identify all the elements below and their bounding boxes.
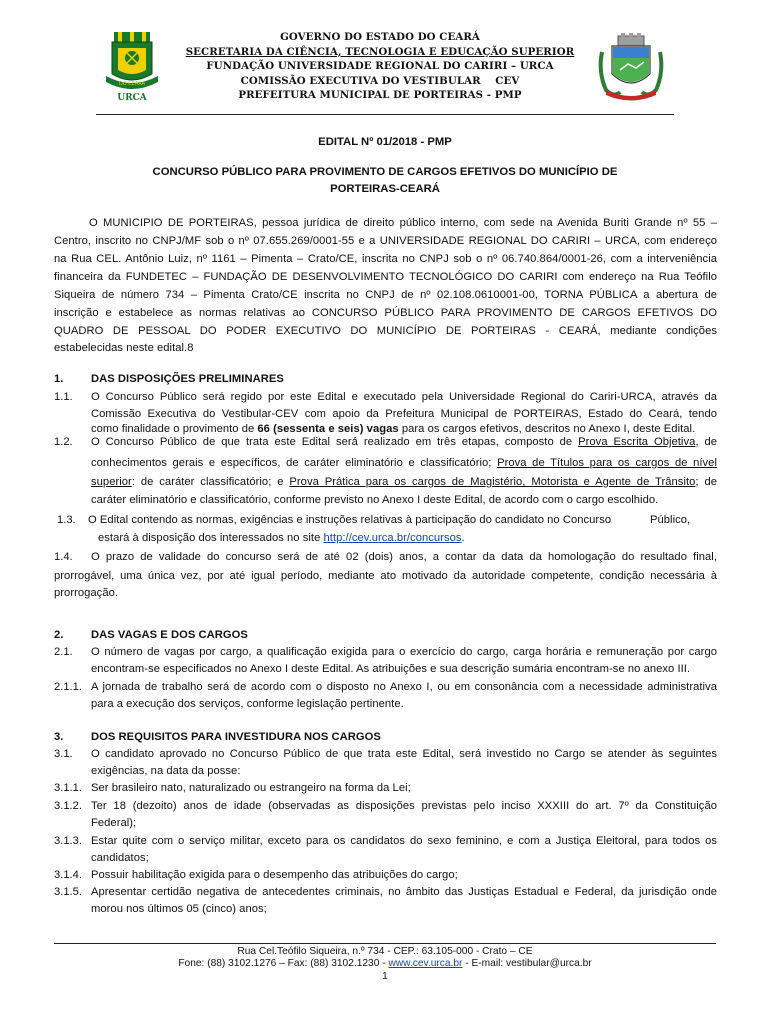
item-3-1-3-line-2: candidatos;: [91, 852, 149, 864]
item-3-1-4-number: 3.1.4.: [54, 869, 82, 881]
header-lines: [170, 30, 590, 103]
urca-seal-icon: [104, 30, 160, 102]
intro-line-1: O MUNICIPIO DE PORTEIRAS, pessoa jurídica de direito público interno, com sede na Avenida Buriti Grande nº 55 –: [89, 217, 717, 229]
item-3-1-number: 3.1.: [54, 748, 73, 760]
prova-pratica: Prova Prática para os cargos de Magistério, Motorista e Agente de Trânsito: [289, 476, 696, 488]
item-1-4-line-1: O prazo de validade do concurso será de até 02 (dois) anos, a contar da data da homologação do resultado final,: [91, 551, 717, 563]
item-1-1-number: 1.1.: [54, 391, 73, 403]
item-1-2-line-3b: : de caráter classificatório; e: [131, 476, 290, 488]
superior-word: superior: [91, 476, 132, 488]
footer-rule: [54, 943, 716, 944]
item-3-1-2-number: 3.1.2.: [54, 800, 82, 812]
item-3-1-2-line-1: Ter 18 (dezoito) anos de idade (observadas as disposições previstas pelo inciso XXXIII do art. 7º da Constituição: [91, 800, 717, 812]
section-2-number: 2.: [54, 629, 64, 641]
prova-titulos: Prova de Títulos para os cargos de nível: [497, 457, 717, 469]
footer-phone: Fone: (88) 3102.1276 – Fax: (88) 3102.1230 -: [178, 958, 389, 969]
item-1-2-line-2: [91, 455, 717, 472]
item-1-3-number: 1.3.: [57, 514, 76, 526]
item-3-1-5-line-1: Apresentar certidão negativa de antecedentes criminais, no âmbito das Justiças Estadual e Federal, da jurisdição onde: [91, 886, 717, 898]
header-rule: [96, 114, 674, 115]
item-3-1-5-line-2: morou nos últimos 05 (cinco) anos;: [91, 903, 267, 915]
item-1-3-line-2: [98, 530, 718, 547]
item-1-4-number: 1.4.: [54, 551, 73, 563]
page-number: 1: [382, 971, 388, 982]
header-line-3: FUNDAÇÃO UNIVERSIDADE REGIONAL DO CARIRI – URCA: [206, 60, 554, 73]
intro-line-4: financeira da FUNDETEC – FUNDAÇÃO DE DESENVOLVIMENTO TECNOLÓGICO DO CARIRI com endereço na Rua Teófilo: [54, 271, 717, 283]
item-1-2-line-1: [91, 434, 717, 451]
item-1-4-line-3: prorrogação.: [54, 587, 119, 599]
footer-address: Rua Cel.Teófilo Siqueira, n.º 734 - CEP.: 63.105-000 - Crato – CE: [237, 946, 533, 957]
item-1-4-line-2: prorrogável, uma única vez, por até igual período, mediante ato motivado da autoridade competente, condição necessária à: [54, 570, 717, 582]
svg-text:URCA: URCA: [117, 93, 147, 102]
item-3-1-line-2: exigências, na data da posse:: [91, 765, 241, 777]
section-2-title: DAS VAGAS E DOS CARGOS: [91, 629, 248, 641]
header-line-1: GOVERNO DO ESTADO DO CEARÁ: [280, 31, 480, 43]
header-line-4: COMISSÃO EXECUTIVA DO VESTIBULAR CEV: [240, 74, 520, 87]
section-1-title: DAS DISPOSIÇÕES PRELIMINARES: [91, 373, 284, 385]
item-3-1-1-line-1: Ser brasileiro nato, naturalizado ou estrangeiro na forma da Lei;: [91, 782, 411, 794]
item-1-2-number: 1.2.: [54, 436, 73, 448]
item-2-1-line-2: encontram-se especificados no Anexo I deste Edital. As atribuições e sua descrição sumária encontram-se no anexo III.: [91, 663, 691, 675]
header-line-2: SECRETARIA DA CIÊNCIA, TECNOLOGIA E EDUCAÇÃO SUPERIOR: [185, 45, 575, 58]
title-line-2: PORTEIRAS-CEARÁ: [330, 183, 440, 195]
item-3-1-line-1: O candidato aprovado no Concurso Público de que trata este Edital, será investido no Cargo se atender às seguintes: [91, 748, 717, 760]
intro-line-3: na Rua CEL. Antônio Luiz, nº 1161 – Pimenta – Crato/CE, inscrita no CNPJ sob o nº 06.740.864/0001-26, com a interveniência: [54, 253, 717, 265]
item-1-2-line-3: [91, 474, 717, 491]
item-3-1-3-number: 3.1.3.: [54, 835, 82, 847]
item-2-1-line-1: O número de vagas por cargo, a qualificação exigida para o exercício do cargo, carga horária e remuneração por cargo: [91, 646, 717, 658]
item-1-2-line-1a: O Concurso Público de que trata este Edital será realizado em três etapas, composto de: [91, 436, 579, 448]
intro-line-5: Siqueira de número 734 – Pimenta Crato/CE inscrita no CNPJ de nº 02.108.0610001-00, TORNA PÚBLICA a abertura de: [54, 289, 717, 301]
section-1-number: 1.: [54, 373, 64, 385]
item-3-1-5-number: 3.1.5.: [54, 886, 82, 898]
item-2-1-1-line-1: A jornada de trabalho será de acordo com o disposto no Anexo I, ou em consonância com a necessidade administrativa: [91, 681, 717, 693]
intro-line-6: inscrição e estabelece as normas relativas ao CONCURSO PÚBLICO PARA PROVIMENTO DE CARGOS EFETIVOS DO: [54, 307, 717, 319]
item-1-2-line-1c: , de: [695, 436, 717, 448]
header-line-5: PREFEITURA MUNICIPAL DE PORTEIRAS - PMP: [238, 89, 522, 102]
item-1-3-line-2a: estará à disposição dos interessados no site: [98, 532, 324, 544]
item-3-1-4-line-1: Possuir habilitação exigida para o desempenho das atribuições do cargo;: [91, 869, 458, 881]
item-1-1-line-2: Comissão Executiva do Vestibular-CEV com apoio da Prefeitura Municipal de PORTEIRAS, Estado do Ceará, tendo: [91, 408, 717, 420]
intro-line-8: estabelecidas neste edital.8: [54, 342, 194, 354]
svg-text:DO CEARÁ: DO CEARÁ: [118, 81, 146, 87]
footer-email: - E-mail: vestibular@urca.br: [462, 958, 592, 969]
vacancies-count: 66 (sessenta e seis) vagas: [257, 423, 399, 435]
item-1-2-line-4: caráter eliminatório e classificatório, conforme previsto no Anexo I deste Edital, de acordo com o cargo escolhido.: [91, 494, 659, 506]
prova-objetiva: Prova Escrita Objetiva: [578, 436, 696, 448]
section-3-number: 3.: [54, 731, 64, 743]
item-3-1-2-line-2: Federal);: [91, 817, 137, 829]
section-3-title: DOS REQUISITOS PARA INVESTIDURA NOS CARGOS: [91, 731, 381, 743]
item-3-1-1-number: 3.1.1.: [54, 782, 82, 794]
item-1-1-line-1: O Concurso Público será regido por este Edital e executado pela Universidade Regional do Cariri-URCA, através da: [91, 391, 717, 403]
item-2-1-number: 2.1.: [54, 646, 73, 658]
concursos-link[interactable]: http://cev.urca.br/concursos: [323, 532, 462, 544]
item-1-3-line-1a: O Edital contendo as normas, exigências e instruções relativas à participação do candidato no Concurso: [88, 514, 612, 526]
intro-line-2: Centro, inscrito no CNPJ/MF sob o nº 07.655.269/0001-55 e a UNIVERSIDADE REGIONAL DO CARIRI – URCA, com endereço: [54, 235, 717, 247]
item-1-2-line-3d: ; de: [695, 476, 717, 488]
item-1-1-line-3c: para os cargos efetivos, descritos no Anexo I, deste Edital.: [398, 423, 696, 435]
item-2-1-1-line-2: para a execução dos serviços, conforme legislação pertinente.: [91, 698, 404, 710]
porteiras-coat-of-arms-icon: [594, 32, 668, 102]
item-1-2-line-2a: conhecimentos gerais e específicos, de caráter eliminatório e classificatório;: [91, 457, 498, 469]
item-1-1-line-3a: como finalidade o provimento de: [91, 423, 258, 435]
edital-number: EDITAL Nº 01/2018 - PMP: [318, 136, 452, 148]
intro-line-7: QUADRO DE PESSOAL DO PODER EXECUTIVO DO MUNICÍPIO DE PORTEIRAS - CEARÁ, mediante condições: [54, 325, 717, 337]
item-1-3-line-1b: Público,: [650, 514, 691, 526]
footer-site-link[interactable]: www.cev.urca.br: [388, 958, 463, 969]
item-2-1-1-number: 2.1.1.: [54, 681, 82, 693]
item-1-3-line-2b: .: [461, 532, 465, 544]
footer-contacts: [0, 958, 770, 971]
item-3-1-3-line-1: Estar quite com o serviço militar, exceto para os candidatos do sexo feminino, e com a Justiça Eleitoral, para todos os: [91, 835, 717, 847]
title-line-1: CONCURSO PÚBLICO PARA PROVIMENTO DE CARGOS EFETIVOS DO MUNICÍPIO DE: [152, 166, 618, 178]
